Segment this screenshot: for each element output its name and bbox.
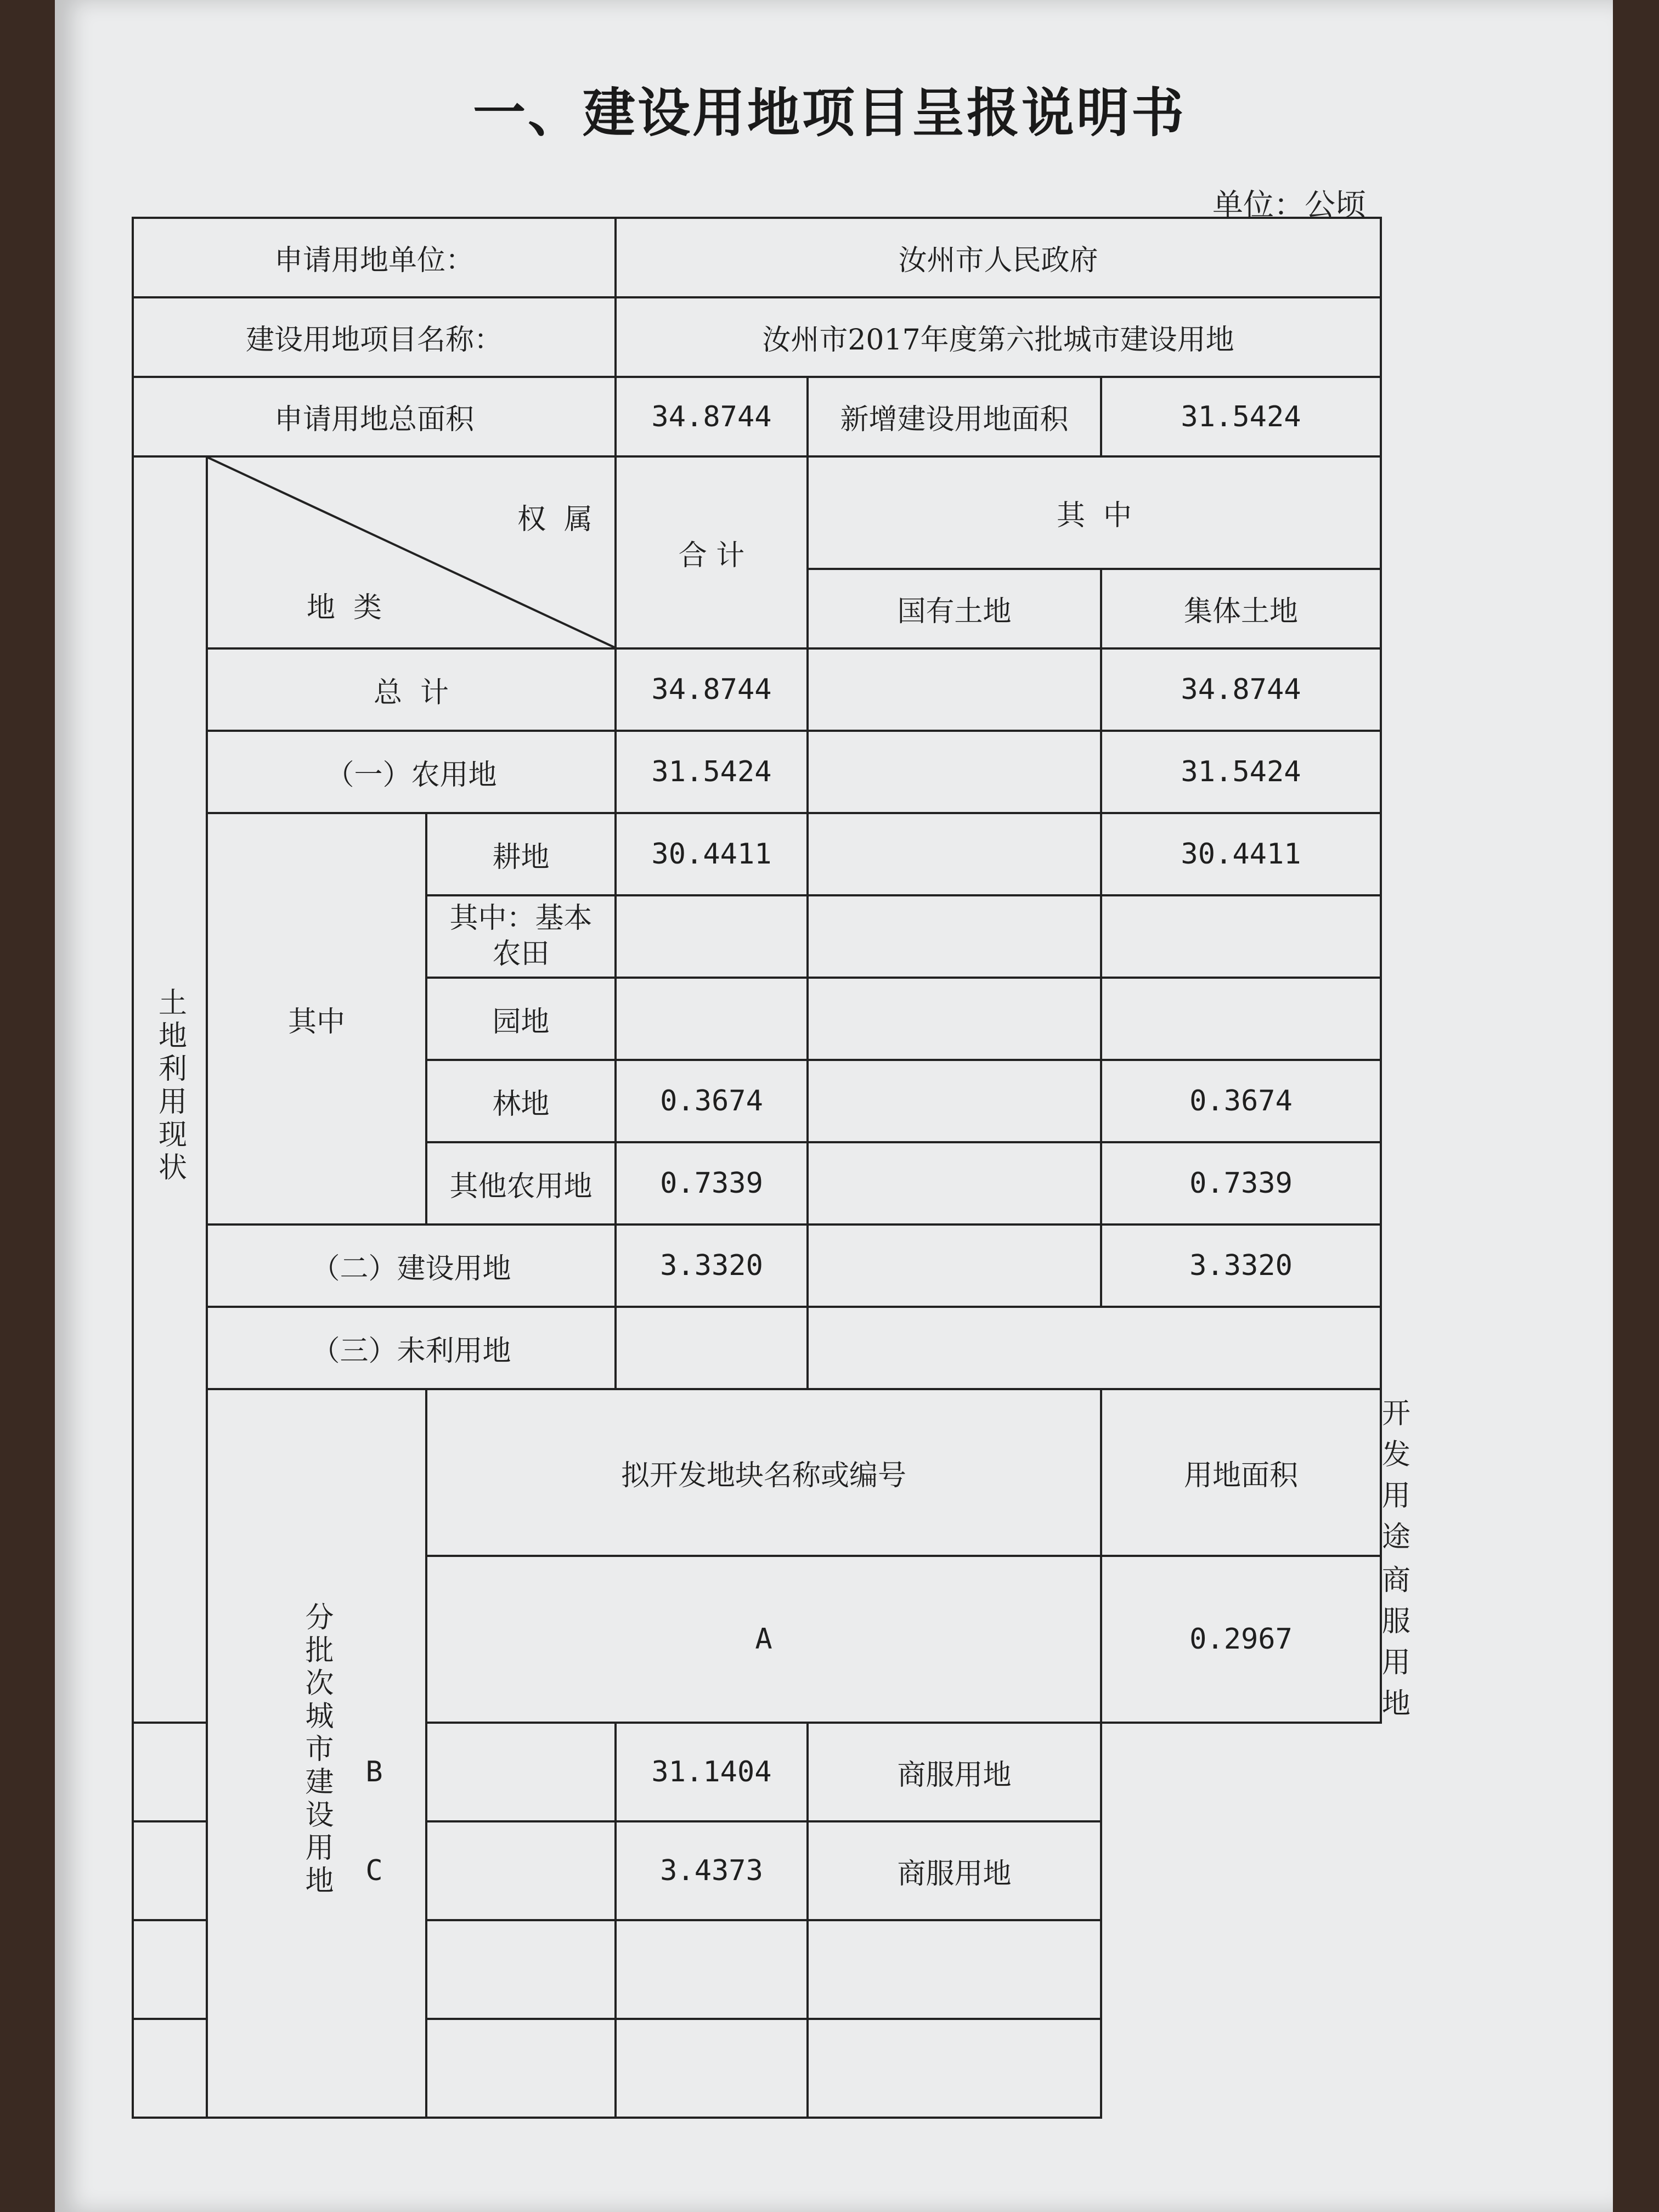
applicant-row bbox=[133, 218, 1381, 297]
row-unused-sum bbox=[616, 1307, 808, 1389]
among-label: 其中 bbox=[207, 813, 426, 1224]
plot-name: B bbox=[133, 1723, 616, 1821]
batch-col-name: 拟开发地块名称或编号 bbox=[426, 1389, 1101, 1556]
col-state-header: 国有土地 bbox=[808, 569, 1101, 648]
plot-name: A bbox=[426, 1556, 1101, 1723]
row-agri-collective: 31.5424 bbox=[1101, 731, 1381, 813]
batch-header-row bbox=[133, 1389, 1381, 1556]
plot-use bbox=[808, 2019, 1101, 2118]
row-agri-sum: 31.5424 bbox=[616, 731, 808, 813]
plot-area: 31.1404 bbox=[616, 1723, 808, 1821]
row-garden-label: 园地 bbox=[426, 978, 616, 1060]
unit-label: 单位：公顷 bbox=[1212, 188, 1366, 223]
row-total-label: 总 计 bbox=[207, 648, 616, 731]
row-arable bbox=[133, 813, 1381, 895]
row-garden-state bbox=[808, 978, 1101, 1060]
total-area-label: 申请用地总面积 bbox=[133, 377, 616, 456]
row-construction-label: （二）建设用地 bbox=[207, 1224, 616, 1307]
row-basic-label: 其中：基本农田 bbox=[426, 895, 616, 978]
col-among-header: 其 中 bbox=[808, 456, 1381, 569]
row-other-agri-label: 其他农用地 bbox=[426, 1142, 616, 1224]
plot-use: 商服用地 bbox=[808, 1821, 1101, 1920]
table-row bbox=[133, 2019, 1381, 2118]
row-basic-collective bbox=[1101, 895, 1381, 978]
plot-area bbox=[616, 1920, 808, 2019]
diagonal-line bbox=[208, 458, 614, 647]
land-use-section-label: 土地利用现状 bbox=[133, 456, 207, 1723]
row-construction-state bbox=[808, 1224, 1101, 1307]
row-garden-collective bbox=[1101, 978, 1381, 1060]
plot-use: 商服用地 bbox=[808, 1723, 1101, 1821]
row-other-agri-state bbox=[808, 1142, 1101, 1224]
plot-area: 3.4373 bbox=[616, 1821, 808, 1920]
page-title: 一、建设用地项目呈报说明书 bbox=[473, 82, 1186, 144]
area-row bbox=[133, 377, 1381, 456]
plot-area bbox=[616, 2019, 808, 2118]
new-area-value: 31.5424 bbox=[1101, 377, 1381, 456]
row-forest-sum: 0.3674 bbox=[616, 1060, 808, 1142]
diag-top-label: 权 属 bbox=[517, 503, 592, 536]
row-arable-state bbox=[808, 813, 1101, 895]
row-forest-label: 林地 bbox=[426, 1060, 616, 1142]
row-agri bbox=[133, 731, 1381, 813]
plot-name: C bbox=[133, 1821, 616, 1920]
project-value: 汝州市2017年度第六批城市建设用地 bbox=[616, 297, 1381, 377]
diagonal-header-cell bbox=[207, 456, 616, 648]
col-collective-header: 集体土地 bbox=[1101, 569, 1381, 648]
row-unused-among bbox=[808, 1307, 1381, 1389]
row-agri-label: （一）农用地 bbox=[207, 731, 616, 813]
row-basic-state bbox=[808, 895, 1101, 978]
land-use-header-row-1 bbox=[133, 456, 1381, 569]
project-row bbox=[133, 297, 1381, 377]
table-row bbox=[133, 1920, 1381, 2019]
row-garden-sum bbox=[616, 978, 808, 1060]
row-total-state bbox=[808, 648, 1101, 731]
batch-section-label: 分批次城市建设用地 bbox=[207, 1389, 426, 2118]
row-arable-label: 耕地 bbox=[426, 813, 616, 895]
row-construction-sum: 3.3320 bbox=[616, 1224, 808, 1307]
row-construction bbox=[133, 1224, 1381, 1307]
applicant-value: 汝州市人民政府 bbox=[616, 218, 1381, 297]
col-total-header: 合 计 bbox=[616, 456, 808, 648]
row-other-agri-sum: 0.7339 bbox=[616, 1142, 808, 1224]
diag-bottom-label: 地 类 bbox=[307, 591, 382, 624]
row-unused bbox=[133, 1307, 1381, 1389]
total-area-value: 34.8744 bbox=[616, 377, 808, 456]
new-area-label: 新增建设用地面积 bbox=[808, 377, 1101, 456]
row-forest-state bbox=[808, 1060, 1101, 1142]
row-total-sum: 34.8744 bbox=[616, 648, 808, 731]
row-forest-collective: 0.3674 bbox=[1101, 1060, 1381, 1142]
plot-name bbox=[133, 1920, 616, 2019]
row-agri-state bbox=[808, 731, 1101, 813]
land-use-form-table bbox=[132, 217, 1382, 2119]
batch-col-area: 用地面积 bbox=[1101, 1389, 1381, 1556]
row-unused-label: （三）未利用地 bbox=[207, 1307, 616, 1389]
row-basic-sum bbox=[616, 895, 808, 978]
row-arable-sum: 30.4411 bbox=[616, 813, 808, 895]
project-label: 建设用地项目名称： bbox=[133, 297, 616, 377]
plot-area: 0.2967 bbox=[1101, 1556, 1381, 1723]
applicant-label: 申请用地单位： bbox=[133, 218, 616, 297]
row-other-agri-collective: 0.7339 bbox=[1101, 1142, 1381, 1224]
plot-use bbox=[808, 1920, 1101, 2019]
plot-name bbox=[133, 2019, 616, 2118]
row-arable-collective: 30.4411 bbox=[1101, 813, 1381, 895]
row-construction-collective: 3.3320 bbox=[1101, 1224, 1381, 1307]
row-total bbox=[133, 648, 1381, 731]
row-total-collective: 34.8744 bbox=[1101, 648, 1381, 731]
